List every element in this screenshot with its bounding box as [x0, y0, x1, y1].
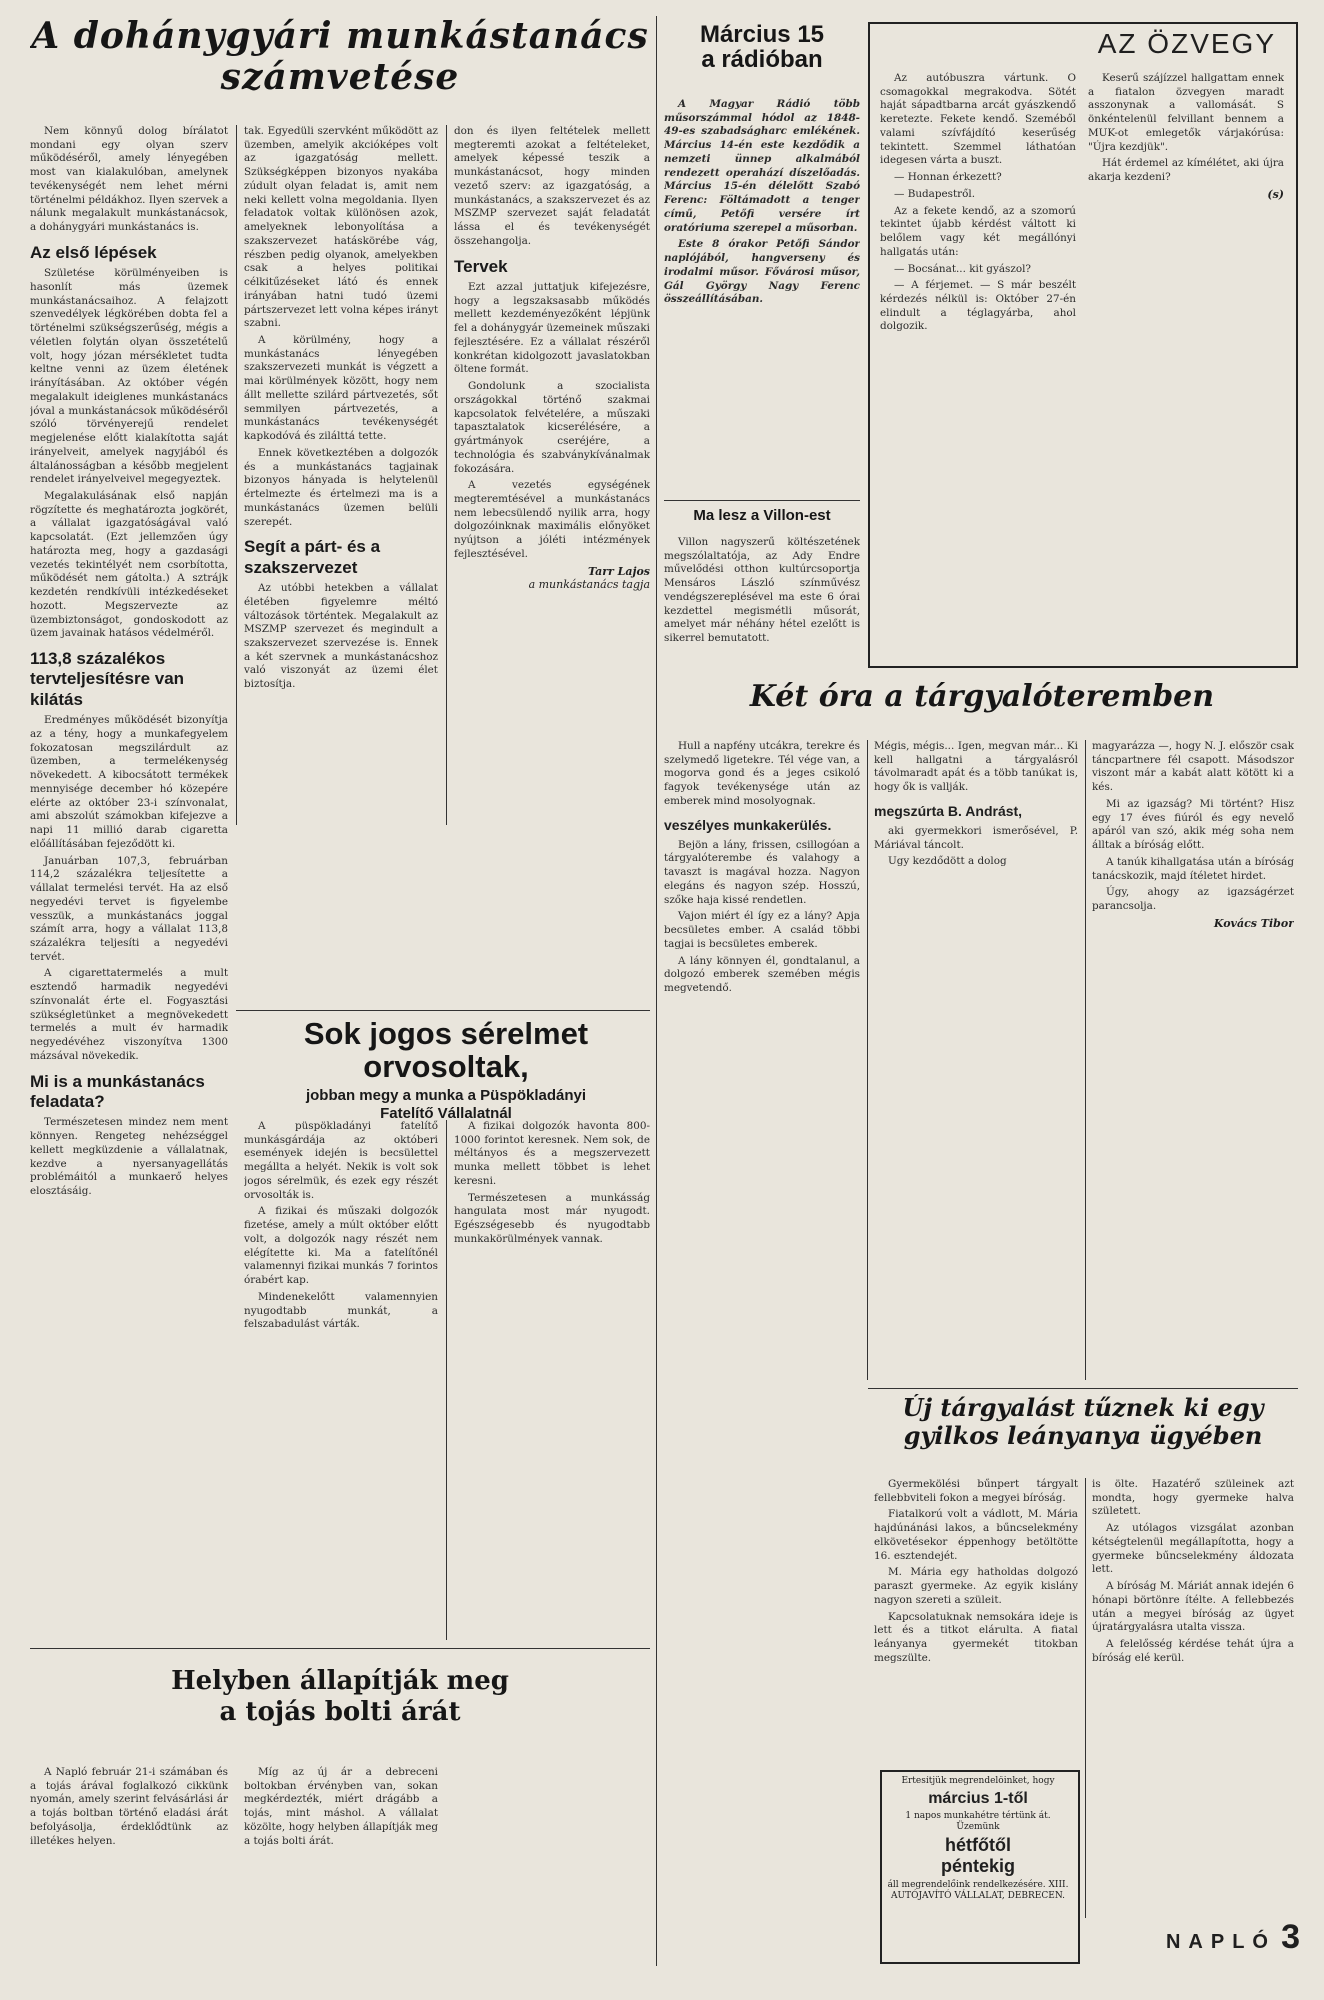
tojas-title-1: Helyben állapítják meg	[171, 1668, 509, 1696]
paragraph: magyarázza —, hogy N. J. először csak táncpartnere fél csapott. Másodszor viszont már a kabát alatt kötött ki a kés.	[1092, 740, 1294, 794]
paragraph: A vezetés egységének megteremtésével a munkástanács nem lebecsülendő nyilik arra, hogy dolgozóinknak maximális előnyöket nyújtson a jóléti intézmények fejlesztésével.	[454, 479, 650, 560]
paragraph: Természetesen mindez nem ment könnyen. Rengeteg nehézséggel kellett megküzdenie a vállalatnak, kezdve a nyersanyagellátás problémáitól a munkaerő helyes elosztásáig.	[30, 1116, 228, 1198]
paragraph: Eredményes működését bizonyítja az a tény, hogy a munkafegyelem fokozatosan megszilárdult az üzemben, a termelékenység növekedett. A kibocsátott termékek mennyisége december hó közepére elérte az október 23-i színvonalat, ami abszolút számokban kifejezve a napi 11 millió darab cigaretta előállításában fejeződött ki.	[30, 714, 228, 850]
paragraph: Gyermekölési bűnpert tárgyalt fellebbviteli fokon a megyei bíróság.	[874, 1478, 1078, 1504]
paragraph: Úgy, ahogy az igazságérzet parancsolja.	[1092, 886, 1294, 913]
paragraph: Bejön a lány, frissen, csillogóan a tárgyalóterembe és valahogy a tavaszt is magával hozza. Nagyon elegáns és nagyon szép. Hosszú, szőke haja kissé rendetlen.	[664, 838, 860, 906]
paragraph: Vajon miért él így ez a lány? Apja becsületes ember. A család többi tagjai is becsületes emberek.	[664, 910, 860, 950]
byline: Kovács Tibor	[1213, 916, 1294, 930]
radio-title-2: a rádióban	[701, 46, 823, 74]
paragraph: A felelősség kérdése tehát újra a bíróság elé kerül.	[1092, 1638, 1294, 1664]
paragraph: Gondolunk a szocialista országokkal történő szakmai kapcsolatok felvételére, a műszaki tapasztalatok kicserélésére, a gyártmányok cseréjére, a technológia és szabványkívánalmak fokozására.	[454, 380, 650, 475]
paragraph: aki gyermekkori ismerősével, P. Máriával táncolt.	[874, 824, 1078, 851]
paragraph: Természetesen a munkásság hangulata most már nyugodt. Egészségesebb és nyugodtabb munkakörülmények vannak.	[454, 1191, 650, 1245]
munkastanacs-intro: Nem könnyű dolog bírálatot mondani egy olyan szerv működéséről, amely lényegében most van kialakulóban, amelynek tevékenységét nem lehet mérni történelmi példákhoz. Ilyen szervek a nálunk megalakult munkástanácsok, a dohánygyári munkástanács is.	[30, 125, 228, 234]
tojas-headline	[30, 1668, 650, 1758]
munkastanacs-column-3	[454, 125, 650, 825]
footer-page-number: 3	[1281, 1918, 1300, 1956]
paragraph: Hát érdemel az kímélétet, aki újra akarja kezdeni?	[1088, 157, 1284, 184]
paragraph: Megalakulásának első napján rögzítette és meghatározta jogkörét, a vállalat igazgatóságával való kapcsolatát. (Ezt jellemzően úgy határozta meg, hogy a gazdasági vezetés tekintélyét nem csorbította, működését nem gátolta.) A sztrájk kezdetén rendkívüli intézkedéseket hozott. Megszervezte az üzembiztonságot, gondoskodott az üzem javainak hatásos védelméről.	[30, 490, 228, 640]
ozvegy-column-2	[1088, 72, 1284, 657]
ad-line-4: hétfőtől	[945, 1835, 1011, 1856]
column-rule	[236, 125, 237, 825]
paragraph: Mindenekelőtt valamennyien nyugodtabb munkát, a felszabadulást várták.	[244, 1290, 438, 1331]
uj-targyalas-headline	[868, 1394, 1298, 1474]
targyalo-column-1	[664, 740, 860, 1965]
munkastanacs-headline	[30, 16, 650, 121]
column-rule	[656, 16, 657, 1966]
munkastanacs-title: A dohánygyári munkástanács számvetése	[31, 16, 649, 99]
villon-headline	[664, 508, 860, 534]
uj-targyalas-title-1: Új tárgyalást tűznek ki egy	[902, 1394, 1264, 1422]
section-rule	[868, 1388, 1298, 1389]
villon-title: Ma lesz a Villon-est	[693, 508, 831, 524]
footer-paper-name: NAPLÓ	[1165, 1931, 1276, 1953]
paragraph: A tanúk kihallgatása után a bíróság tanácskozik, majd ítéletet hirdet.	[1092, 855, 1294, 882]
paragraph: A Napló február 21-i számában és a tojás árával foglalkozó cikkünk nyomán, amely szerint felvásárlási ár a tojás boltban történő eladási árát befolyásolja, érdeklődtünk az illetékes helyen.	[30, 1766, 228, 1847]
serelmek-column-2	[454, 1120, 650, 1640]
byline: (s)	[1267, 187, 1284, 201]
paragraph: — A férjemet. — S már beszélt kérdezés nélkül is: Október 27-én elindult a téglagyárba, ahol dolgozik.	[880, 279, 1076, 333]
ad-line-3: 1 napos munkahétre tértünk át. Üzemünk	[905, 1810, 1051, 1832]
uj-targyalas-title-2: gyilkos leányanya ügyében	[903, 1420, 1263, 1450]
byline-role: a munkástanács tagja	[528, 577, 650, 591]
paragraph: Mi az igazság? Mi történt? Hisz egy 17 éves fiúról és egy nevelő apáról van szó, akik még soha nem álltak a bíróság előtt.	[1092, 797, 1294, 852]
paragraph: — Bocsánat... kit gyászol?	[894, 262, 1031, 275]
column-rule	[446, 125, 447, 825]
targyalo-title: Két óra a tárgyalóteremben	[749, 680, 1215, 714]
paragraph: is ölte. Hazatérő szüleinek azt mondta, hogy gyermeke halva született.	[1092, 1478, 1294, 1518]
paragraph: Míg az új ár a debreceni boltokban érvényben van, sokan megkérdezték, miért drágább a tojás, mint máshol. A vállalat közölte, hogy helyben állapítják meg a tojás bolti árát.	[244, 1766, 438, 1847]
tojas-title-2: a tojás bolti árát	[219, 1697, 461, 1728]
paragraph: Kapcsolatuknak nemsokára ideje is lett és a titkot elárulta. A fiatal leányanya gyermekét titokban megszülte.	[874, 1610, 1078, 1664]
paragraph: Az utóbbi hetekben a vállalat életében figyelemre méltó változások történtek. Megalakult az MSZMP szervezet és megindult a szakszervezet szervezése is. Ennek a két szervnek a munkástanácshoz való viszonyát az üzemi élet biztosítja.	[244, 582, 438, 691]
subheading-megszurta: megszúrta B. Andrást,	[874, 802, 1023, 819]
paragraph: — Honnan érkezett?	[894, 171, 1002, 184]
paragraph: don és ilyen feltételek mellett megteremti azokat a feltételeket, amelyek képessé teszik a munkástanácsot, hogy minden vezető szerv: az igazgatóság, a munkástanács, a szakszervezet és az MSZMP szervezet saját feladatát lássa el és tevékenységét összehangolja.	[454, 125, 650, 247]
subheading-feladata: Mi is a munkástanács feladata?	[30, 1071, 205, 1112]
subheading-elso-lepesek: Az első lépések	[30, 242, 157, 262]
ad-line-5: péntekig	[940, 1856, 1015, 1877]
serelmek-title: Sok jogos sérelmet orvosoltak,	[303, 1018, 589, 1084]
byline: Tarr Lajos	[587, 564, 650, 578]
paragraph: M. Mária egy hatholdas dolgozó paraszt gyermeke. Az egyik kislány nagyon szereti a szüleit.	[874, 1566, 1078, 1606]
serelmek-subtitle-2: Fatelítő Vállalatnál	[380, 1105, 512, 1118]
paragraph: A bíróság M. Máriát annak idején 6 hónapi börtönre ítélte. A fellebbezés után a megyei bíróság az ügyet újratárgyalásra utalta vissza.	[1092, 1580, 1294, 1634]
paragraph: Villon nagyszerű költészetének megszólaltatója, az Ady Endre művelődési otthon kultúrcsoportja Mensáros László színművész vendégszereplésével ma este 6 órai kezdettel megismétli műsorát, amelyet már néhány hétel ezelőtt is sikerrel bemutatott.	[664, 536, 860, 645]
paragraph: Ugy kezdődött a dolog	[888, 855, 1007, 868]
tojas-column-1	[30, 1766, 228, 1966]
targyalo-column-2	[874, 740, 1078, 1380]
section-rule	[236, 1010, 650, 1011]
ad-line-6: áll megrendelőink rendelkezésére. XIII. AUTÓJAVÍTÓ VÁLLALAT, DEBRECEN.	[887, 1880, 1069, 1902]
targyalo-column-3	[1092, 740, 1294, 1380]
villon-body	[664, 536, 860, 666]
paragraph: A Magyar Rádió több műsorszámmal hódol az 1848-49-es szabadságharc emlékének. Március 14-én este kezdődik a nemzeti ünnep alkalmából rendezett operahází díszelőadás. Március 15-én délelőtt Szabó Ferenc: Föltámadott a tenger című, Petőfi versére írt oratóriuma szerepel a műsorban.	[664, 98, 860, 234]
paragraph: Januárban 107,3, februárban 114,2 százalékra teljesítette a vállalat termelési tervét. Ha az első negyedévi tervet is figyelembe vesszük, a munkástanács joggal számít arra, hogy a vállalat 113,8 százalékra teljesíti a negyedévi tervét.	[30, 854, 228, 963]
paragraph: tak. Egyedüli szervként működött az üzemben, amelyik akcióképes volt az igazgatóság mellett. Szükségképpen bizonyos nyakába zúdult olyan feladat is, amit nem neki kellett volna megoldania. Ilyen feladatok voltak különösen azok, amelyeknek lebonyolítása a szakszervezet hatáskörébe vág, részben pedig olyanok, amelyekben csak a helyes politikai célkitűzéseket látó és ennek irányában hatni tudó üzemi pártszervezet lett volna képes irányt szabni.	[244, 125, 438, 330]
paragraph: Születése körülményeiben is hasonlít más üzemek munkástanácsaihoz. A felajzott szenvedélyek légkörében dobta fel a történelmi szükségszerűség, mégis a véletlen folytán olyan összetételű volt, hogy józan mérsékletet tudta keltne venni az üzem életének irányításában. Az október végén megalakult ideiglenes munkástanács jóval a munkástanácsok működéséről szóló törvényerejű rendelet megjelenése előtt kialakította saját irányelveit, amelyek nagyjából és általánosságban a később megjelent rendelet irányelveivel megegyeztek.	[30, 267, 228, 486]
targyalo-headline	[664, 680, 1300, 732]
paragraph: Ennek következtében a dolgozók és a munkástanács tagjainak bizonyos hányada is helytelenül értelmezte és értelmezi ma is a munkástanács üzemen belüli szerepét.	[244, 446, 438, 528]
paragraph: Az autóbuszra vártunk. O csomagokkal megrakodva. Sötét haját sápadtbarna arcát gyászkendő keretezte. Fekete kendő. Szeméből valami szívfájdító keserűség tekintett. Szemmel láthatóan idegesen várta a buszt.	[880, 72, 1076, 167]
radio-title-1: Március 15	[699, 22, 825, 48]
page-footer	[1100, 1918, 1300, 1968]
ad-line-1: Értesítjük megrendelőinket, hogy	[901, 1776, 1055, 1786]
ozvegy-headline	[872, 28, 1292, 70]
radio-body	[664, 98, 860, 493]
paragraph: A lány könnyen él, gondtalanul, a dolgozó emberek szemében mégis megvetendő.	[664, 954, 860, 995]
munkastanacs-column-2	[244, 125, 438, 825]
section-rule	[30, 1648, 650, 1649]
column-rule	[1085, 740, 1086, 1380]
paragraph: A fizikai dolgozók havonta 800-1000 forintot keresnek. Nem sok, de méltányos és a megszervezett munka mellett többet is lehet keresni.	[454, 1120, 650, 1187]
paragraph: A fizikai és műszaki dolgozók fizetése, amely a múlt október előtt volt, a dolgozók nagy részét nem elégítette ki. Ma a fatelítőnél valamennyi fizikai munkás 7 forintos órabért kap.	[244, 1205, 438, 1287]
paragraph: A püspökladányi fatelítő munkásgárdája az októberi események idején is becsülettel megállta a helyét. Nekik is volt sok jogos sérelmük, és ezek egy részét orvosolták is.	[244, 1120, 438, 1201]
paragraph: Fiatalkorú volt a vádlott, M. Mária hajdúnánási lakos, a bűncselekmény elkövetésekor éppenhogy betöltötte 16. esztendejét.	[874, 1508, 1078, 1562]
paragraph: Az utólagos vizsgálat azonban kétségtelenül megállapította, hogy a gyermeke bűncselekmény áldozata lett.	[1092, 1522, 1294, 1576]
ad-box-content	[886, 1776, 1070, 1956]
serelmek-column-1	[244, 1120, 438, 1640]
paragraph: Este 8 órakor Petőfi Sándor naplójából, hangverseny és irodalmi műsor. Fővárosi műsor, Gál György Nagy Ferenc összeállításában.	[664, 238, 860, 306]
subheading-veszelyes: veszélyes munkakerülés.	[664, 816, 832, 833]
tojas-column-2	[244, 1766, 438, 1966]
ozvegy-column-1	[880, 72, 1076, 657]
column-rule	[446, 1120, 447, 1640]
ad-line-2: március 1-től	[928, 1789, 1028, 1807]
paragraph: Ezt azzal juttatjuk kifejezésre, hogy a legszaksasabb működés mellett kezdeményezőként lépjünk fel a dohánygyár üzemeinek műszaki fejlesztésére. Ez a vállalat részéről konkrétan kidolgozott javaslatokban öltene formát.	[454, 281, 650, 376]
serelmek-headline	[236, 1018, 656, 1118]
radio-headline	[664, 22, 860, 94]
subheading-tervek: Tervek	[454, 256, 508, 276]
ozvegy-title: AZ ÖZVEGY	[1097, 28, 1276, 59]
paragraph: Keserű szájízzel hallgattam ennek a fiatalon özvegyen maradt asszonynak a vallomását. S önkéntelenül felvillant bennem a MUK-ot emlegetők várjakórúsa: "Újra kezdjük".	[1088, 72, 1284, 153]
uj-targyalas-column-2	[1092, 1478, 1294, 1918]
subheading-tervteljesites: 113,8 százalékos tervteljesítésre van kilátás	[30, 649, 185, 709]
subheading-part-szakszervezet: Segít a párt- és a szakszervezet	[244, 537, 381, 577]
paragraph: Hull a napfény utcákra, terekre és szelymedő ligetekre. Tél vége van, a mogorva gond és a jeges csikoló fagyok tevékenysége után az emberek mind mosolyognak.	[664, 740, 860, 807]
section-rule	[664, 500, 860, 501]
paragraph: Mégis, mégis... Igen, megvan már... Ki kell hallgatni a tárgyalásról távolmaradt apát és a több tanúkat is, hogy ők is vallják.	[874, 740, 1078, 794]
serelmek-subtitle-1: jobban megy a munka a Püspökladányi	[305, 1087, 587, 1105]
paragraph: A körülmény, hogy a munkástanács lényegében szakszervezeti munkát is végzett a mai körülmények között, hogy nem állt mellette szilárd pártvezetés, sőt semmilyen pártvezetés, a munkástanács tevékenységét kapkodóvá és zilálttá tette.	[244, 334, 438, 443]
paragraph: Az a fekete kendő, az a szomorú tekintet újabb kérdést váltott ki belőlem vagy két megállónyi hallgatás után:	[880, 204, 1076, 258]
munkastanacs-column-1	[30, 125, 228, 1640]
column-rule	[867, 740, 868, 1380]
column-rule	[1085, 1478, 1086, 1918]
paragraph: A cigarettatermelés a mult esztendő harmadik negyedévi színvonalát érte el. Fogyasztási szükségletünket a megnövekedett termelés a mult év harmadik negyedévéhez viszonyítva 1300 mázsával növekedik.	[30, 967, 228, 1062]
paragraph: — Budapestről.	[894, 187, 976, 200]
